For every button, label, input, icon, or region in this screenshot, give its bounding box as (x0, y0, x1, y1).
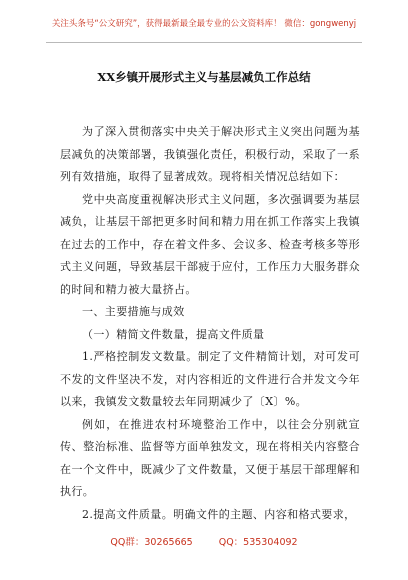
header-divider (46, 42, 362, 43)
paragraph-intro: 为了深入贯彻落实中央关于解决形式主义突出问题为基层减负的决策部署，我镇强化责任，积极行动，采取了一系列有效措施，取得了显著成效。现将相关情况总结如下： (60, 125, 360, 183)
paragraph-item-2: 2.提高文件质量。明确文件的主题、内容和格式要求， (82, 507, 356, 521)
paragraph-background: 党中央高度重视解决形式主义问题，多次强调要为基层减负，让基层干部把更多时间和精力用在抓工作落实上我镇在过去的工作中，存在着文件多、会议多、检查考核多等形式主义问题，导致基层干部疲于应付，工作压力大服务群众的时间和精力被大量挤占。 (60, 192, 360, 296)
paragraph-example: 例如，在推进农村环境整治工作中，以往会分别就宣传、整治标准、监督等方面单独发文，现在将相关内容整合在一个文件中，既减少了文件数量，又便于基层干部理解和执行。 (60, 417, 360, 498)
footer-qq: QQ：535304092 (218, 537, 298, 548)
section-heading: 一、主要措施与成效 (82, 305, 185, 318)
paragraph-item-1: 1.严格控制发文数量。制定了文件精简计划，对可发可不发的文件坚决不发，对内容相近的文件进行合并发文今年以来，我镇发文数量较去年同期减少了〔X〕%。 (60, 350, 360, 408)
footer-contact (0, 534, 408, 548)
footer-qq-group: QQ群：30265665 (110, 537, 193, 548)
subsection-heading: （一）精简文件数量，提高文件质量 (82, 327, 265, 341)
document-title: XX乡镇开展形式主义与基层减负工作总结 (97, 70, 311, 84)
header-banner: 关注头条号“公文研究”，获得最新最全最专业的公文资料库！ 微信：gongwenyj (51, 19, 357, 29)
document-body (60, 121, 360, 526)
